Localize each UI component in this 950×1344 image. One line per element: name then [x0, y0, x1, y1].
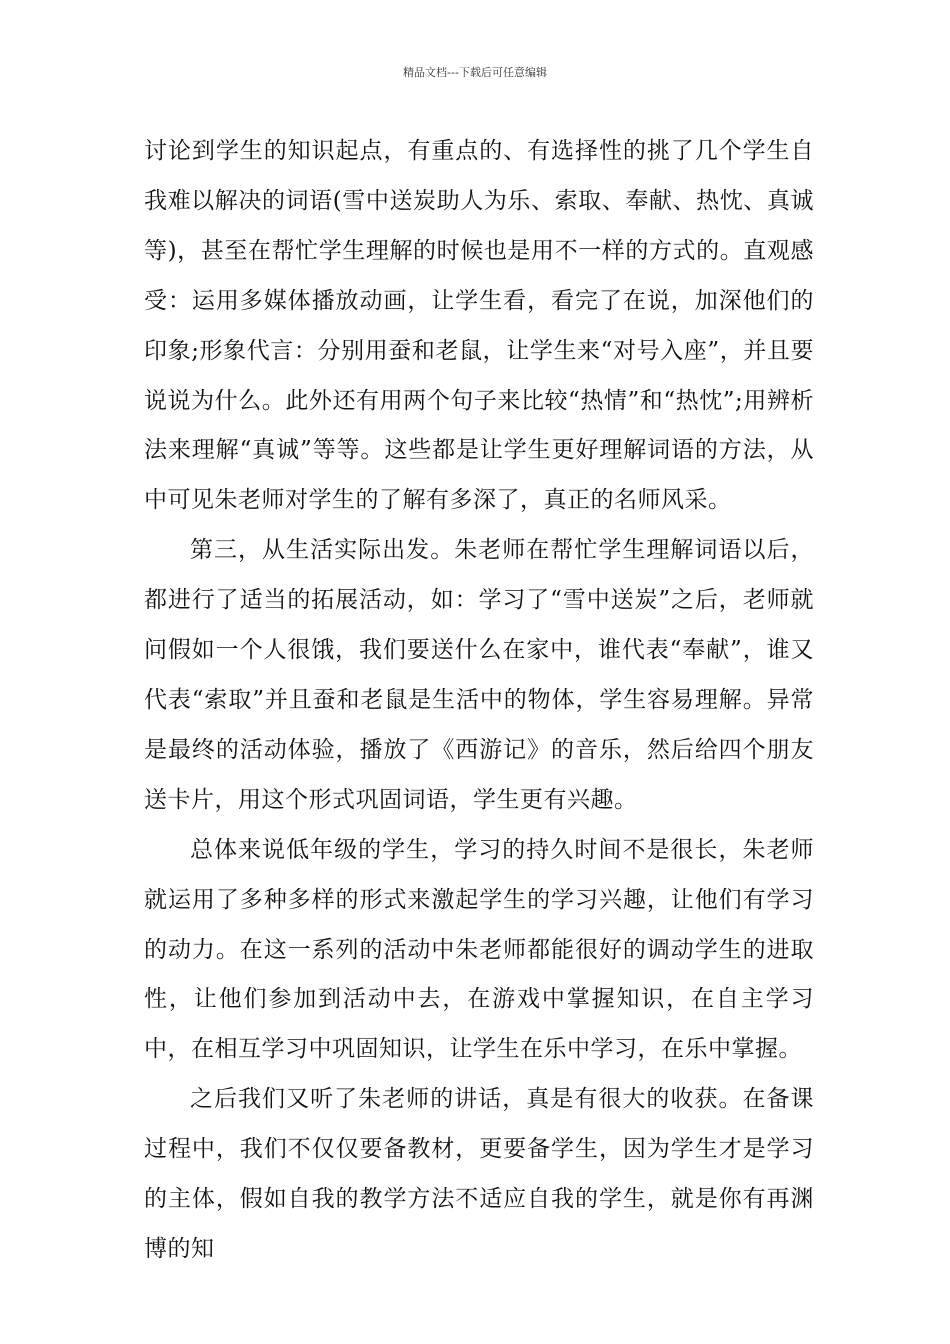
paragraph-continued: 讨论到学生的知识起点，有重点的、有选择性的挑了几个学生自我难以解决的词语(雪中送炭助人为乐、索取、奉献、热忱、真诚等)，甚至在帮忙学生理解的时候也是用不一样的方式的。直观感受：运用多媒体播放动画，让学生看，看完了在说，加深他们的印象;形象代言：分别用蚕和老鼠，让学生来“对号入座”，并且要说说为什么。此外还有用两个句子来比较“热情”和“热忱”;用辨析法来理解“真诚”等等。这些都是让学生更好理解词语的方法，从中可见朱老师对学生的了解有多深了，真正的名师风采。 — [144, 138, 814, 514]
paragraph-third-point: 第三，从生活实际出发。朱老师在帮忙学生理解词语以后，都进行了适当的拓展活动，如：学习了“雪中送炭”之后，老师就问假如一个人很饿，我们要送什么在家中，谁代表“奉献”，谁又代表“索取”并且蚕和老鼠是生活中的物体，学生容易理解。异常是最终的活动体验，播放了《西游记》的音乐，然后给四个朋友送卡片，用这个形式巩固词语，学生更有兴趣。 — [144, 537, 814, 813]
paragraph-reflection: 之后我们又听了朱老师的讲话，真是有很大的收获。在备课过程中，我们不仅仅要备教材，更要备学生，因为学生才是学习的主体，假如自我的教学方法不适应自我的学生，就是你有再渊博的知 — [144, 1086, 814, 1262]
page-header: 精品文档---下载后可任意编辑 — [403, 66, 547, 79]
paragraph-summary: 总体来说低年级的学生，学习的持久时间不是很长，朱老师就运用了多种多样的形式来激起学生的学习兴趣，让他们有学习的动力。在这一系列的活动中朱老师都能很好的调动学生的进取性，让他们参加到活动中去，在游戏中掌握知识，在自主学习中，在相互学习中巩固知识，让学生在乐中学习，在乐中掌握。 — [144, 836, 814, 1063]
document-body — [144, 127, 814, 1275]
